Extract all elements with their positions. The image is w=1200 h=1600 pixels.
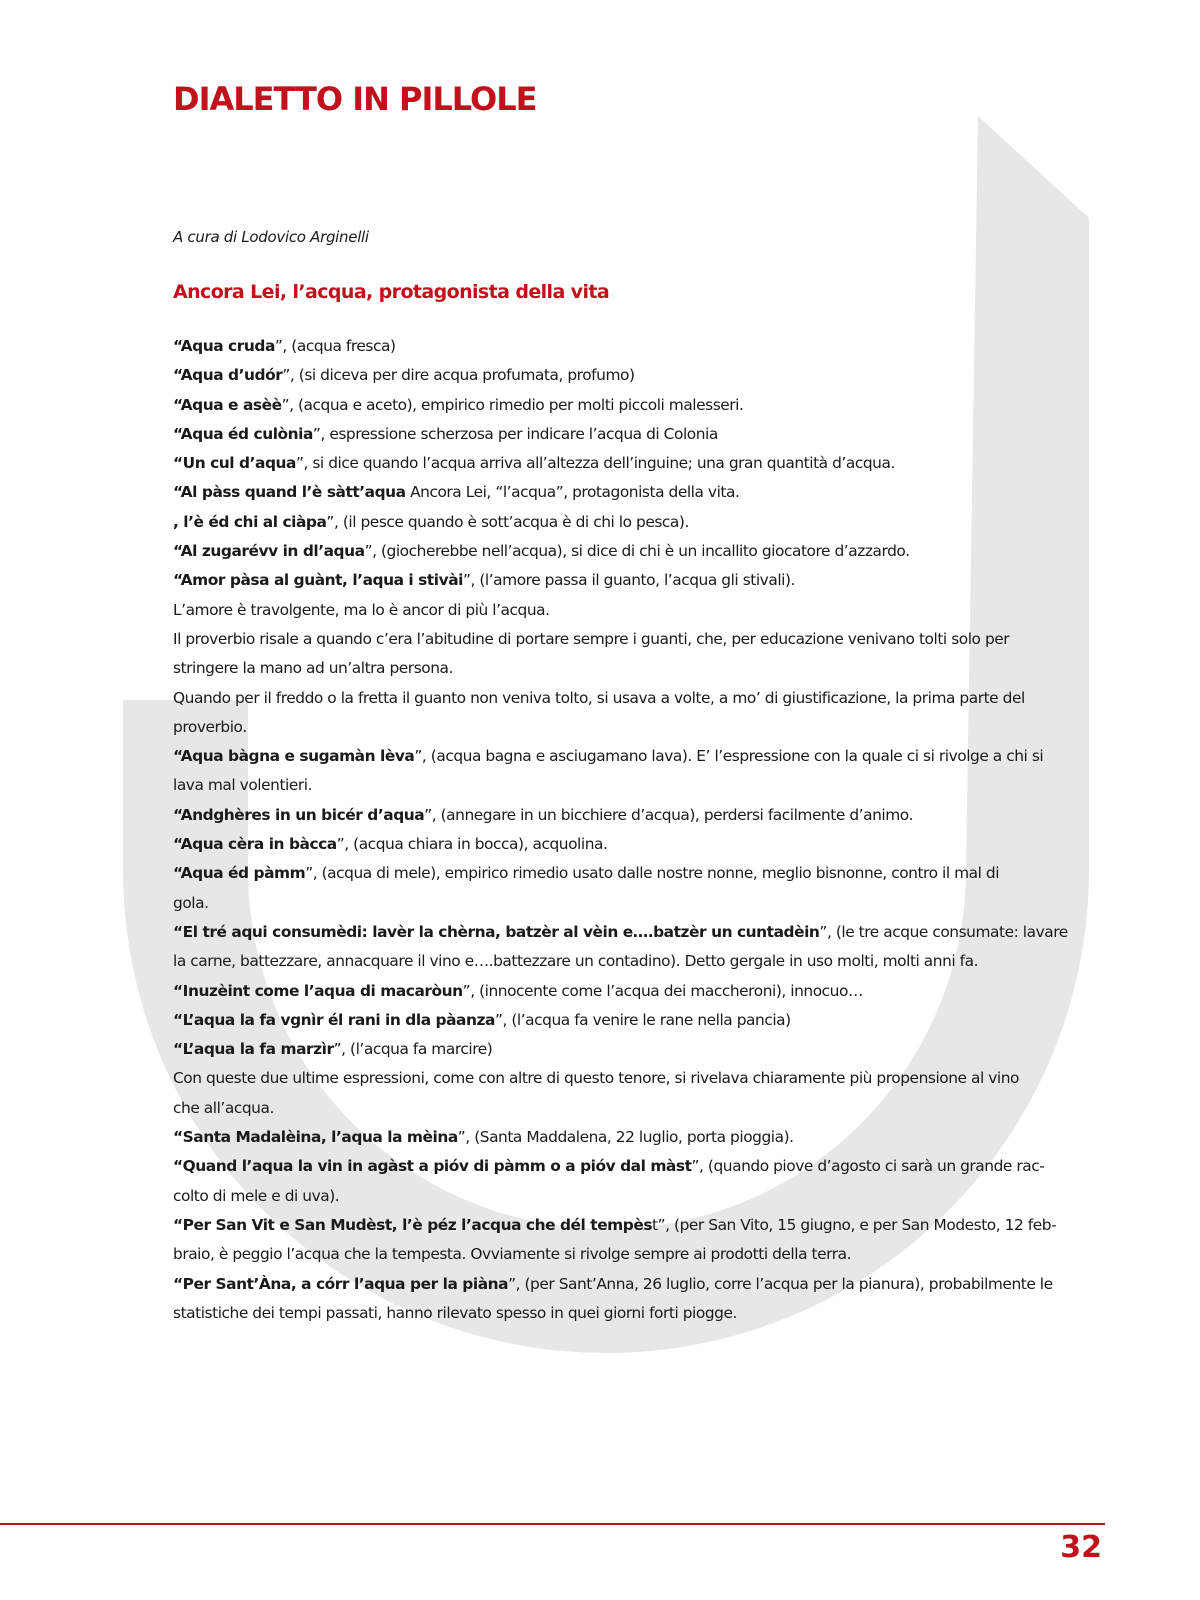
line-text: Il proverbio risale a quando c’era l’abitudine di portare sempre i guanti, che, per educazione venivano tolti solo per [173, 629, 1010, 648]
body-line [173, 1211, 1093, 1240]
line-text: ”, (annegare in un bicchiere d’acqua), perdersi facilmente d’animo. [424, 805, 913, 824]
body-line [173, 361, 1093, 390]
body-line [173, 478, 1093, 507]
body-line [173, 1152, 1093, 1181]
line-text: ”, (acqua fresca) [274, 337, 396, 355]
bold-phrase: “Aqua cruda [173, 337, 275, 355]
line-text: lava mal volentieri. [173, 776, 313, 795]
line-text: ”, (il pesce quando è sott’acqua è di chi lo pesca). [326, 512, 689, 531]
body-line [173, 508, 1093, 537]
bold-phrase: , l’è éd chi al ciàpa [173, 512, 327, 531]
line-text: ”, espressione scherzosa per indicare l’acqua di Colonia [312, 424, 718, 443]
body-line [173, 947, 1093, 976]
bold-phrase: “Santa Madalèina, l’aqua la mèina [173, 1128, 458, 1147]
line-text: che all’acqua. [173, 1098, 274, 1117]
body-line [173, 977, 1093, 1006]
body-line [173, 1270, 1093, 1299]
body-line [173, 596, 1093, 625]
bold-phrase: “Per Sant’Àna, a córr l’aqua per la piàna [173, 1274, 509, 1293]
body-line [173, 771, 1093, 800]
bold-phrase: “Andghères in un bicér d’aqua [173, 805, 425, 824]
bold-phrase: “Per San Vit e San Mudèst, l’è péz l’acqua che dél tempès [173, 1215, 653, 1234]
body-line [173, 332, 1093, 361]
line-text: ”, (giocherebbe nell’acqua), si dice di chi è un incallito giocatore d’azzardo. [364, 542, 910, 561]
line-text: ”, (l’acqua fa marcire) [333, 1040, 493, 1059]
line-text: colto di mele e di uva). [173, 1186, 340, 1205]
body-line [173, 1035, 1093, 1064]
line-text: ”, (acqua di mele), empirico rimedio usato dalle nostre nonne, meglio bisnonne, contro il mal di [305, 864, 1000, 883]
body-line [173, 566, 1093, 595]
bold-phrase: “Al zugarévv in dl’aqua [173, 542, 365, 561]
body-line [173, 830, 1093, 859]
line-text: proverbio. [173, 717, 247, 736]
footer-rule [0, 1523, 1105, 1525]
body-line [173, 1240, 1093, 1269]
body-line [173, 1123, 1093, 1152]
body-line [173, 742, 1093, 771]
line-text: ”, (innocente come l’acqua dei maccheroni), innocuo… [462, 981, 863, 1000]
body-line [173, 684, 1093, 713]
bold-phrase: “Amor pàsa al guànt, l’aqua i stivài [173, 571, 463, 590]
bold-phrase: “El tré aqui consumèdi: lavèr la chèrna, batzèr al vèin e….batzèr un cuntadèin [173, 922, 820, 941]
body-line [173, 1064, 1093, 1093]
line-text: ”, (le tre acque consumate: lavare [819, 922, 1068, 941]
article-body [173, 332, 1093, 1328]
body-line [173, 918, 1093, 947]
line-text: ”, (quando piove d’agosto ci sarà un grande rac- [691, 1157, 1045, 1176]
body-line [173, 713, 1093, 742]
page-title: DIALETTO IN PILLOLE [173, 80, 537, 118]
body-line [173, 1006, 1093, 1035]
line-text: stringere la mano ad un’altra persona. [173, 659, 453, 678]
line-text: ”, (si diceva per dire acqua profumata, profumo) [282, 366, 635, 385]
line-text: Ancora Lei, “l’acqua”, protagonista della vita. [405, 483, 740, 502]
line-text: ”, (Santa Maddalena, 22 luglio, porta pioggia). [457, 1128, 794, 1147]
page-number: 32 [1060, 1530, 1102, 1565]
line-text: ”, (l’amore passa il guanto, l’acqua gli stivali). [462, 571, 795, 590]
bold-phrase: “Aqua d’udór [173, 366, 283, 385]
bold-phrase: “Aqua cèra in bàcca [173, 835, 337, 854]
byline: A cura di Lodovico Arginelli [173, 228, 369, 246]
line-text: la carne, battezzare, annacquare il vino e….battezzare un contadino). Detto gergale in uso molti, molti anni fa. [173, 952, 979, 971]
body-line [173, 625, 1093, 654]
bold-phrase: “Quand l’aqua la vin in agàst a pióv di pàmm o a pióv dal màst [173, 1157, 692, 1176]
body-line [173, 537, 1093, 566]
body-line [173, 449, 1093, 478]
body-line [173, 391, 1093, 420]
bold-phrase: “L’aqua la fa marzìr [173, 1040, 334, 1059]
body-line [173, 1094, 1093, 1123]
body-line [173, 654, 1093, 683]
line-text: Con queste due ultime espressioni, come con altre di questo tenore, si rivelava chiaramente più propensione al vino [173, 1069, 1020, 1088]
line-text: Quando per il freddo o la fretta il guanto non veniva tolto, si usava a volte, a mo’ di giustificazione, la prima parte del [173, 688, 1025, 707]
line-text: braio, è peggio l’acqua che la tempesta. Ovviamente si rivolge sempre ai prodotti della terra. [173, 1245, 852, 1264]
line-text: statistiche dei tempi passati, hanno rilevato spesso in quei giorni forti piogge. [173, 1303, 737, 1322]
line-text: ”, (per Sant’Anna, 26 luglio, corre l’acqua per la pianura), probabilmente le [508, 1274, 1053, 1293]
bold-phrase: “Aqua e asèè [173, 395, 282, 414]
bold-phrase: “Aqua éd pàmm [173, 864, 306, 883]
line-text: ”, si dice quando l’acqua arriva all’altezza dell’inguine; una gran quantità d’acqua. [295, 454, 895, 473]
bold-phrase: “L’aqua la fa vgnìr él rani in dla pàanza [173, 1010, 495, 1029]
line-text: gola. [173, 893, 209, 912]
article-subtitle: Ancora Lei, l’acqua, protagonista della vita [173, 281, 610, 303]
body-line [173, 1299, 1093, 1328]
line-text: ”, (l’acqua fa venire le rane nella pancia) [494, 1010, 791, 1029]
line-text: L’amore è travolgente, ma lo è ancor di più l’acqua. [173, 600, 550, 619]
body-line [173, 1182, 1093, 1211]
bold-phrase: “Un cul d’aqua [173, 454, 296, 473]
line-text: ”, (acqua chiara in bocca), acquolina. [336, 835, 608, 854]
line-text: ”, (acqua e aceto), empirico rimedio per molti piccoli malesseri. [281, 395, 744, 414]
bold-phrase: “Inuzèint come l’aqua di macaròun [173, 981, 463, 1000]
body-line [173, 420, 1093, 449]
bold-phrase: “Aqua bàgna e sugamàn lèva [173, 747, 415, 766]
line-text: t”, (per San Vito, 15 giugno, e per San Modesto, 12 feb- [652, 1215, 1057, 1234]
bold-phrase: “Al pàss quand l’è sàtt’aqua [173, 483, 406, 502]
body-line [173, 889, 1093, 918]
bold-phrase: “Aqua éd culònia [173, 424, 313, 443]
line-text: ”, (acqua bagna e asciugamano lava). E’ l’espressione con la quale ci si rivolge a chi si [414, 747, 1044, 766]
body-line [173, 859, 1093, 888]
body-line [173, 801, 1093, 830]
